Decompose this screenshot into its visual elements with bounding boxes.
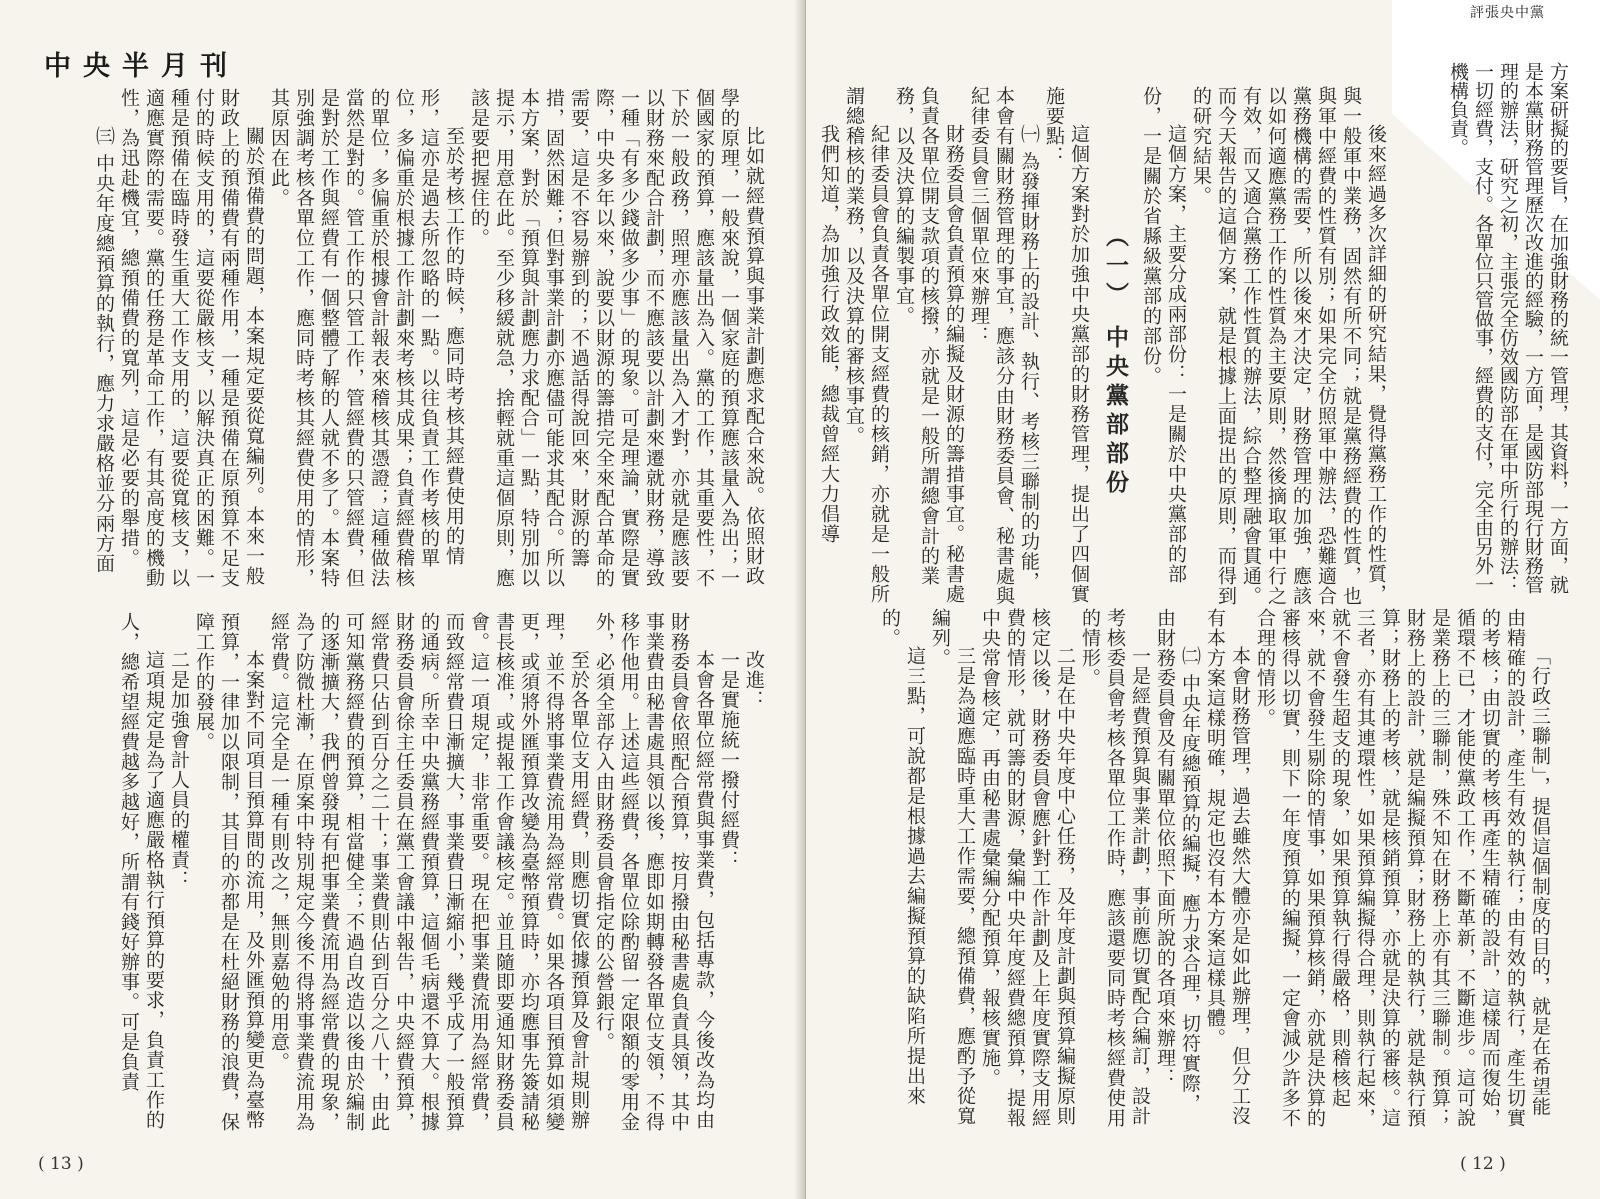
paragraph: ㈢ 中央年度總預算的執行，應力求嚴格並分兩方面 — [93, 126, 115, 574]
paragraph: 二是加強會計人員的權責： — [168, 650, 190, 890]
paragraph: 二是在中央年度中心任務，及年度計劃與預算編擬原則核定以後，財務委員會應針對工作計劃及上年度實際支用經費的情形，就可籌的財源，彙編中央年度經費總預算，提報中央常會核定，再由秘書處彙編分配預算，報核實施。 — [979, 608, 1076, 1128]
left-page-top-text — [48, 88, 766, 593]
paragraph: 財務委員會負責預算的編擬及財源的籌措事宜。秘書處負責各單位開支款項的核撥，亦就是一般所謂總會計的業務，以及決算的編製事宜。 — [893, 86, 965, 604]
paragraph: 本會各單位經常費與事業費，包括專款，今後改為均由財務委員會依照配合預算，按月撥由秘書處負責具領，其中事業費由秘書處具領以後，應即如期轉發各單位支領，不得移作他用。上述這些經費，各單位除酌留一定限額的零用金外，必須全部存入由財務委員會指定的公營銀行。 — [593, 612, 715, 1132]
paragraph: 至於考核工作的時候，應同時考核其經費使用的情形，這亦是過去所忽略的一點。以往負責工作考核的單位，多偏重於根據工作計劃來考核其成果；負責經費稽核的單位，多偏重於根據會計報表來稽核其憑證；這種做法當然是對的。管工作的只管工作，管經費的只管經費，但是對於工作與經費有一個整體了解的人就不多了。本案特別強調考核各單位工作，應同時考核其經費使用的情形，其原因在此。 — [268, 88, 465, 588]
paragraph: 這項規定是為了適應嚴格執行預算的要求，負責工作的人，總希望經費越多越好，所謂有錢好辦事。可是負責 — [118, 612, 165, 1130]
paragraph: 至於各單位支用經費，則應切實依據預算及會計規則辦理，並不得將事業費流用為經常費。如果各項目預算如須變更，或須將外匯預算改變為臺幣預算時，亦均應事先簽請秘書長核准，或提報工作會議核定。並且隨即要通知財務委員會。這一項規定，非常重要。現在把事業費流用為經常費，而致經常費日漸擴大，事業費日漸縮小，幾乎成了一般預算的通病。所幸中央黨務經費預算，這個毛病還不算大。根據財務委員會徐主任委員在黨工會議中報告，中央經費預算，經常費只佔到百分之二十；事業費則佔到百分之八十，由此可知黨務經費的預算，相當健全；不過自改造以後由於編制的逐漸擴大，我們曾發現有把事業費流用為經常費的現象，為了防微杜漸，在原案中特別規定今後不得將事業費流用為經常費。這完全是一種有則改之，無則嘉勉的用意。 — [268, 612, 590, 1132]
paragraph: 一是經費預算與事業計劃，事前應切實配合編訂，設計考核委員會考核各單位工作時，應該還要同時考核經費使用的情形。 — [1079, 608, 1151, 1128]
left-page-bottom-text — [48, 612, 766, 1134]
paragraph: 一是實施統一撥付經費： — [718, 650, 740, 870]
paragraph: 紀律委員會負責各單位開支經費的核銷，亦就是一般所謂總稽核的業務，以及決算的審核事宜。 — [843, 86, 890, 604]
paragraph: 本案對不同項目預算間的流用，及外匯預算變更為臺幣預算，一律加以限制，其目的亦都是在杜絕財務的浪費，保障工作的發展。 — [193, 612, 265, 1132]
paragraph: 關於預備費的問題，本案規定要從寬編列。本來一般財政上的預備費有兩種作用，一種是預備在原預算不足支付的時候支用的，這要從嚴核支，以解決真正的困難。一種是預備在臨時發生重大工作支用的，這要從寬核支，以適應實際的需要。黨的任務是革命工作，有其高度的機動性，為迅赴機宜，總預備費的寬列，這是必要的舉措。 — [118, 88, 265, 588]
right-page-top-text — [818, 86, 1388, 606]
paragraph: 三是為適應臨時重大工作需要，總預備費，應酌予從寬編列。 — [929, 608, 976, 1126]
section-heading: （一） 中央黨部部份 — [1102, 224, 1129, 500]
folded-corner-text — [1400, 62, 1570, 602]
page-number-right: ( 12 ) — [1460, 1154, 1506, 1174]
paragraph: ㈡ 中央年度總預算的編擬，應力求合理，切符實際，由財務委員會及有關單位依照下面所說的各項來辦理： — [1154, 608, 1201, 1114]
paragraph: 這三點，可說都是根據過去編擬預算的缺陷所提出來的。 — [879, 608, 926, 1106]
page-number-left: ( 13 ) — [38, 1154, 84, 1174]
paragraph: 這個方案對於加強中央黨部的財務管理，提出了四個實施要點： — [1043, 86, 1090, 604]
paragraph: 比如就經費預算與事業計劃應求配合來說。依照財政學的原理，一般來說，一個家庭的預算應該量入為出；一個國家的預算，應該量出為入。黨的工作，其重要性，不下於一般政務，照理亦應該量出為入才對，亦就是應該要以財務來配合計劃，而不應該要以計劃來遷就財務，導致一種「有多少錢做多少事」的現象。可是理論，實際是實際，中央多年以來，說要以財源的籌措完全來配合革命的需要，這是不容易辦到的；不過話得說回來，財源的籌措，固然困難；但對事業計劃亦應儘可能求其配合。所以本方案，對於「預算與計劃應力求配合」一點，特別加以提示，用意在此。至少移緩就急，捨輕就重這個原則，應該是要把握住的。 — [468, 88, 765, 588]
paragraph: 後來經過多次詳細的研究結果，覺得黨務工作的性質，與一般軍中業務，固然有所不同；就是黨務經費的性質，也與軍中經費的性質有別；如果完全仿照軍中辦法，恐難適合黨務機構的需要，所以後來才決定，財務管理的加強，應該以如何適應黨務工作的性質為主要原則，然後摘取軍中行之有效，而又適合黨務工作性質的辦法，綜合整理融會貫通。而今天報告的這個方案，就是根據上面提出的原則，而得到的研究結果。 — [1190, 86, 1387, 606]
paragraph: 改進： — [743, 650, 765, 710]
paragraph: 方案研擬的要旨，在加強財務的統一管理，其資料，一方面，就是本黨財務管理歷次改進的經驗，一方面，是國防部現行財務管理的辦法，研究之初，主張完全仿效國防部在軍中所行的辦法：一切經費，支付。各單位只管做事，經費的支付，完全由另外一機構負責。 — [1447, 62, 1569, 594]
paragraph: 我們知道，為加強行政效能，總裁曾經大力倡導 — [818, 124, 840, 544]
running-head: 評張央中黨 — [1470, 5, 1545, 21]
paragraph: 「行政三聯制」，提倡這個制度的目的，就是在希望能由精確的設計，產生有效的執行；由有效的執行，產生切實的考核；由切實的考核再產生精確的設計，這樣周而復始，循環不已，才能使黨政工作，不斷革新，不斷進步。這可說是業務上的三聯制，殊不知在財務上亦有其三聯制。預算；財務上的設計，就是編擬預算；財務上的執行，就是執行預算；財務上的考核，就是核銷預算，亦就是決算的審核。這三者，亦有其連環性，如果預算編擬得合理，則執行起來，就不會發生超支的現象，如果預算執行得嚴格，則稽核起來，就不會發生剔除的情事，如果預算核銷，亦就是決算的審核得以切實，則下一年度預算的編擬，一定會減少許多不合理的情形。 — [1254, 608, 1551, 1128]
magazine-masthead: 中央半月刊 — [44, 51, 239, 82]
right-page-bottom-text — [840, 608, 1552, 1130]
paragraph: 這個方案，主要分成兩部份：一是關於中央黨部的部份，一是關於省縣級黨部的部份。 — [1140, 86, 1187, 584]
paragraph: 本會財務管理，過去雖然大體亦是如此辦理，但分工沒有本方案這樣明確，規定也沒有本方案這樣具體。 — [1204, 608, 1251, 1126]
paragraph: ㈠ 為發揮財務上的設計、執行、考核三聯制的功能，本會有關財務管理的事宜，應該分由財務委員會、秘書處與紀律委員會三個單位來辦理： — [968, 86, 1040, 606]
